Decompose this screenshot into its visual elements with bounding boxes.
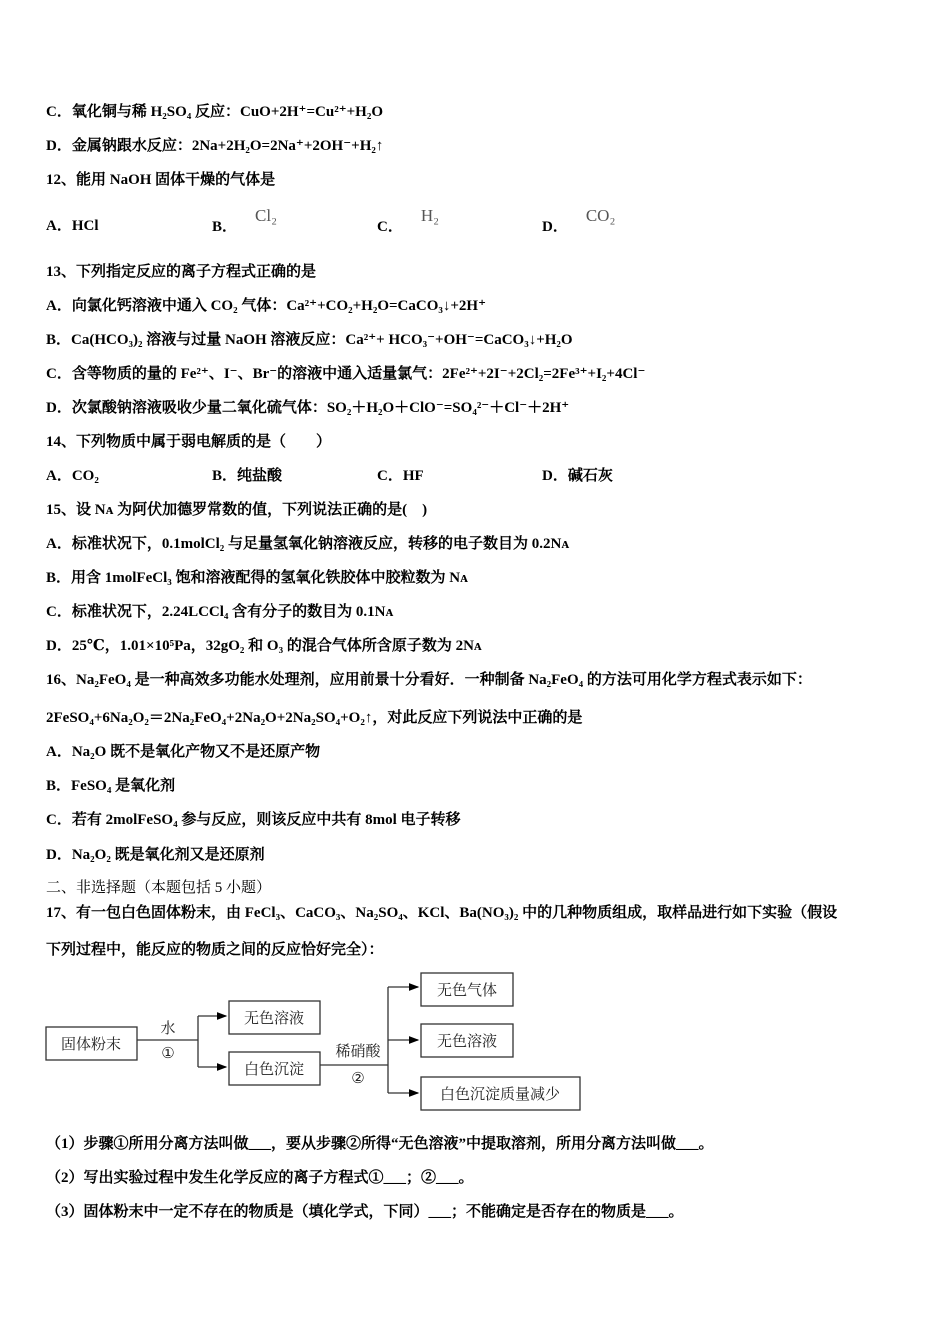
text-line: 15、设 Nᴀ 为阿伏加德罗常数的值，下列说法正确的是( ) <box>46 502 428 518</box>
q14-option-d: D．碱石灰 <box>542 468 613 484</box>
start-label: 固体粉末 <box>60 1035 122 1053</box>
solution-label: 无色溶液 <box>436 1032 498 1050</box>
option-formula: CO₂ <box>585 206 616 225</box>
text-line: B．用含 1molFeCl₃ 饱和溶液配得的氢氧化铁胶体中胶粒数为 Nᴀ <box>46 570 468 586</box>
text-line: D．Na₂O₂ 既是氧化剂又是还原剂 <box>46 847 265 863</box>
text-line: B．Ca(HCO₃)₂ 溶液与过量 NaOH 溶液反应：Ca²⁺+ HCO₃⁻+OH⁻=CaCO₃↓+H₂O <box>46 332 573 348</box>
reduced-label: 白色沉淀质量减少 <box>439 1085 561 1103</box>
text-line: A．标准状况下，0.1molCl₂ 与足量氢氧化钠溶液反应，转移的电子数目为 0.2Nᴀ <box>46 536 570 552</box>
text-line: 2FeSO₄+6Na₂O₂＝2Na₂FeO₄+2Na₂O+2Na₂SO₄+O₂↑，对此反应下列说法中正确的是 <box>46 710 583 726</box>
text-line: C．氧化铜与稀 H₂SO₄ 反应：CuO+2H⁺=Cu²⁺+H₂O <box>46 104 383 120</box>
text-line: C．标准状况下，2.24LCCl₄ 含有分子的数目为 0.1Nᴀ <box>46 604 394 620</box>
option-label: B． <box>212 219 238 235</box>
text-line: （2）写出实验过程中发生化学反应的离子方程式①___；②___。 <box>46 1170 474 1186</box>
text-line: A．向氯化钙溶液中通入 CO₂ 气体：Ca²⁺+CO₂+H₂O=CaCO₃↓+2H⁺ <box>46 298 487 314</box>
text-line: C．含等物质的量的 Fe²⁺、I⁻、Br⁻的溶液中通入适量氯气：2Fe²⁺+2I⁻+2Cl₂=2Fe³⁺+I₂+4Cl⁻ <box>46 366 646 382</box>
option-label: A．HCl <box>46 218 99 234</box>
text-line: D．金属钠跟水反应：2Na+2H₂O=2Na⁺+2OH⁻+H₂↑ <box>46 138 384 154</box>
text-line: D．25℃，1.01×10⁵Pa，32gO₂ 和 O₃ 的混合气体所含原子数为 2Nᴀ <box>46 638 482 654</box>
option-formula: Cl₂ <box>255 206 278 225</box>
option-label: C． <box>377 219 403 235</box>
text-line: 二、非选择题（本题包括 5 小题） <box>46 880 272 896</box>
step1-number: ① <box>161 1044 175 1062</box>
text-line: 下列过程中，能反应的物质之间的反应恰好完全）： <box>46 942 384 958</box>
step2-reagent: 稀硝酸 <box>335 1042 381 1060</box>
q14-option-b: B．纯盐酸 <box>212 468 283 484</box>
text-line: D．次氯酸钠溶液吸收少量二氧化硫气体：SO₂＋H₂O＋ClO⁻=SO₄²⁻＋Cl⁻＋2H⁺ <box>46 400 570 416</box>
filtrate-label: 无色溶液 <box>243 1009 305 1027</box>
text-line: 14、下列物质中属于弱电解质的是（ ） <box>46 434 332 450</box>
option-label: D． <box>542 219 568 235</box>
text-line: 12、能用 NaOH 固体干燥的气体是 <box>46 172 276 188</box>
text-line: （3）固体粉末中一定不存在的物质是（填化学式，下同）___；不能确定是否存在的物质是___。 <box>46 1204 684 1220</box>
text-line: C．若有 2molFeSO₄ 参与反应，则该反应中共有 8mol 电子转移 <box>46 812 461 828</box>
q14-option-a: A．CO₂ <box>46 468 99 484</box>
q14-option-c: C．HF <box>377 468 424 484</box>
text-line: 17、有一包白色固体粉末，由 FeCl₃、CaCO₃、Na₂SO₄、KCl、Ba(NO₃)₂ 中的几种物质组成，取样品进行如下实验（假设 <box>46 905 838 921</box>
precipitate-label: 白色沉淀 <box>243 1060 305 1078</box>
text-line: A．Na₂O 既不是氧化产物又不是还原产物 <box>46 744 321 760</box>
step2-number: ② <box>351 1069 365 1087</box>
text-line: 13、下列指定反应的离子方程式正确的是 <box>46 264 317 280</box>
option-formula: H₂ <box>420 206 440 225</box>
gas-label: 无色气体 <box>436 981 498 999</box>
text-line: 16、Na₂FeO₄ 是一种高效多功能水处理剂，应用前景十分看好．一种制备 Na₂FeO₄ 的方法可用化学方程式表示如下： <box>46 672 812 688</box>
text-line: B．FeSO₄ 是氧化剂 <box>46 778 176 794</box>
text-line: （1）步骤①所用分离方法叫做___，要从步骤②所得“无色溶液”中提取溶剂，所用分离方法叫做___。 <box>46 1136 714 1152</box>
step1-reagent: 水 <box>160 1019 176 1037</box>
